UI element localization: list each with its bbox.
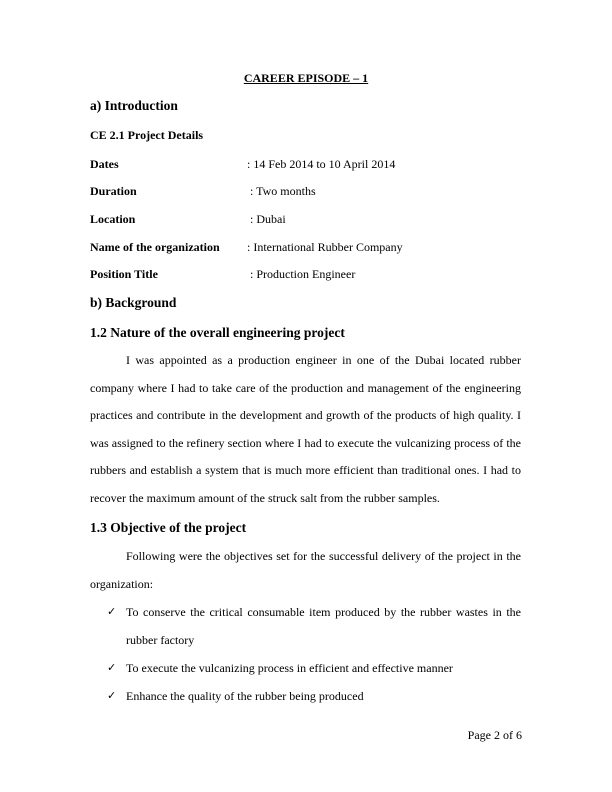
checkmark-icon: ✓ — [107, 661, 117, 674]
detail-row-duration — [90, 184, 530, 200]
checkmark-icon: ✓ — [107, 605, 117, 618]
detail-label: Dates — [90, 157, 119, 171]
objective-text: Enhance the quality of the rubber being produced — [126, 689, 364, 703]
objective-heading: 1.3 Objective of the project — [90, 520, 247, 535]
checkmark-icon: ✓ — [107, 689, 117, 702]
detail-row-position — [90, 267, 530, 283]
detail-value: : International Rubber Company — [247, 240, 403, 254]
detail-row-organization — [90, 240, 530, 256]
list-item — [90, 654, 521, 682]
detail-value: : Dubai — [247, 212, 286, 226]
document-title: CAREER EPISODE – 1 — [243, 71, 369, 85]
background-heading: b) Background — [90, 295, 177, 310]
detail-label: Location — [90, 212, 136, 226]
detail-row-location — [90, 212, 530, 228]
page-number: Page 2 of 6 — [467, 728, 522, 742]
detail-label: Duration — [90, 184, 137, 198]
project-details-heading: CE 2.1 Project Details — [90, 128, 204, 142]
nature-paragraph: I was appointed as a production engineer in one of the Dubai located rubber company where I had to take care of the production and management of the engineering practices and contribute in the development and growth of the products of high quality. I was assigned to the refinery section where I had to execute the vulcanizing process of the rubbers and establish a system that is much more efficient than traditional ones. I had to recover the maximum amount of the struck salt from the rubber samples. — [90, 353, 521, 505]
list-item — [90, 598, 521, 654]
objectives-list — [90, 598, 521, 710]
detail-label: Name of the organization — [90, 240, 220, 254]
introduction-heading: a) Introduction — [90, 98, 178, 113]
objective-text: To conserve the critical consumable item produced by the rubber wastes in the rubber factory — [126, 605, 521, 647]
detail-value: : Production Engineer — [247, 267, 356, 281]
nature-heading: 1.2 Nature of the overall engineering project — [90, 325, 345, 340]
detail-label: Position Title — [90, 267, 158, 281]
objective-text: To execute the vulcanizing process in efficient and effective manner — [126, 661, 453, 675]
detail-value: : 14 Feb 2014 to 10 April 2014 — [247, 157, 396, 171]
detail-value: : Two months — [247, 184, 316, 198]
list-item — [90, 682, 521, 710]
objective-paragraph: Following were the objectives set for the successful delivery of the project in the organization: — [90, 549, 521, 591]
detail-row-dates — [90, 157, 530, 173]
